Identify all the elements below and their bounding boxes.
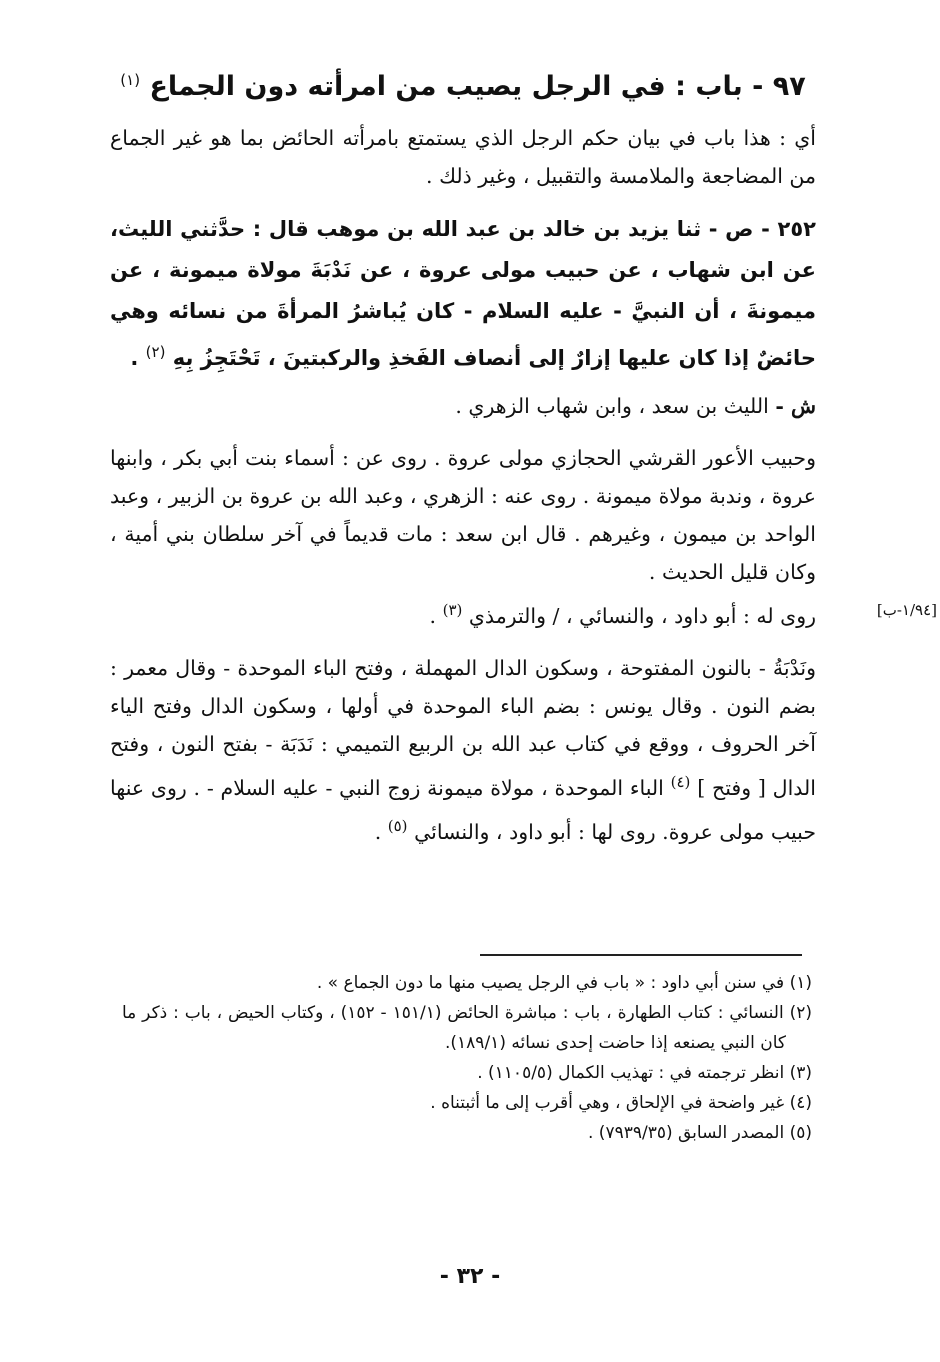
hadith-end: . — [130, 346, 139, 370]
page-body — [110, 60, 937, 864]
chapter-title-text: ٩٧ - باب : في الرجل يصيب من امرأته دون الجماع — [149, 71, 806, 102]
footnote-5: (٥) المصدر السابق (٧٩٣٩/٣٥) . — [588, 1123, 812, 1143]
habib-end: . — [429, 603, 437, 628]
page-number: - ٣٢ - — [439, 1264, 501, 1289]
hadith-body: ٢٥٢ - ص - ثنا يزيد بن خالد بن عبد الله بن موهب قال : حدَّثني الليث، عن ابن شهاب ، عن حبيب مولى عروة ، عن نَدْبَةَ مولاة ميمونة ، عن ميمونةَ ، أن النبيَّ - عليه السلام - كان يُباشرُ المرأةَ من نسائه وهي حائضٌ إذا كان عليها إزارٌ إلى أنصاف الفَخذِ والركبتينَ ، تَحْتَجِزُ بِهِ — [110, 217, 816, 370]
habib-ref-text: روى له : أبو داود ، والنسائي ، / والترمذي — [468, 603, 816, 628]
habib-text: وحبيب الأعور القرشي الحجازي مولى عروة . روى عن : أسماء بنت أبي بكر ، وابنها عروة ، وندبة مولاة ميمونة . روى عنه : الزهري ، وعبد الله بن عروة بن الزبير ، وعبد الواحد بن ميمون ، وغيرهم . قال ابن سعد : مات قديماً في آخر سلطان بني أمية ، وكان قليل الحديث . — [110, 446, 816, 584]
habib-ref-line — [429, 601, 937, 628]
footnotes — [122, 968, 812, 1148]
nadba-text-2: الباء الموحدة ، مولاة ميمونة زوج النبي - عليه السلام - . روى عنها حبيب مولى عروة. روى لها : أبو داود ، والنسائي — [110, 775, 816, 844]
nadba-ref-4: (٤) — [670, 772, 691, 791]
footnote-separator — [480, 954, 802, 956]
chapter-title-ref: (١) — [120, 71, 141, 89]
footnote-2: (٢) النسائي : كتاب الطهارة ، باب : مباشرة الحائض (١٥١/١ - ١٥٢) ، وكتاب الحيض ، باب : ذكر ما كان النبي يصنعه إذا حاضت إحدى نسائه (١٨٩/١). — [122, 1003, 812, 1053]
sharh-paragraph — [110, 387, 816, 425]
chapter-title — [110, 60, 816, 107]
nadba-end: . — [374, 819, 382, 844]
habib-paragraph — [110, 439, 937, 635]
footnote-1: (١) في سنن أبي داود : « باب في الرجل يصيب منها ما دون الجماع » . — [316, 973, 812, 993]
hadith-text — [110, 209, 816, 379]
nadba-ref-5: (٥) — [387, 816, 408, 835]
sharh-label: ش - — [775, 394, 816, 418]
hadith-ref: (٢) — [145, 343, 166, 361]
footnote-4: (٤) غير واضحة في الإلحاق ، وهي أقرب إلى ما أثبتناه . — [430, 1093, 812, 1113]
nadba-text-1: ونَدْبَةُ - بالنون المفتوحة ، وسكون الدال المهملة ، وفتح الباء الموحدة - وقال معمر : بضم النون . وقال يونس : بضم الباء الموحدة في أولها ، وسكون الدال وفتح الياء آخر الحروف ، ووقع في كتاب عبد الله بن الربيع التميمي : نَدَبَة - بفتح النون ، وفتح الدال [ وفتح ] — [110, 655, 816, 800]
nadba-paragraph — [110, 649, 816, 851]
footnote-3: (٣) انظر ترجمته في : تهذيب الكمال (١١٠٥/٥) . — [477, 1063, 812, 1083]
margin-manuscript-note: [١/٩٤-ب] — [876, 601, 937, 619]
sharh-text: الليث بن سعد ، وابن شهاب الزهري . — [455, 394, 769, 418]
habib-ref: (٣) — [442, 601, 463, 619]
intro-paragraph: أي : هذا باب في بيان حكم الرجل الذي يستمتع بامرأته الحائض بما هو غير الجماع من المضاجعة والملامسة والتقبيل ، وغير ذلك . — [110, 126, 816, 188]
